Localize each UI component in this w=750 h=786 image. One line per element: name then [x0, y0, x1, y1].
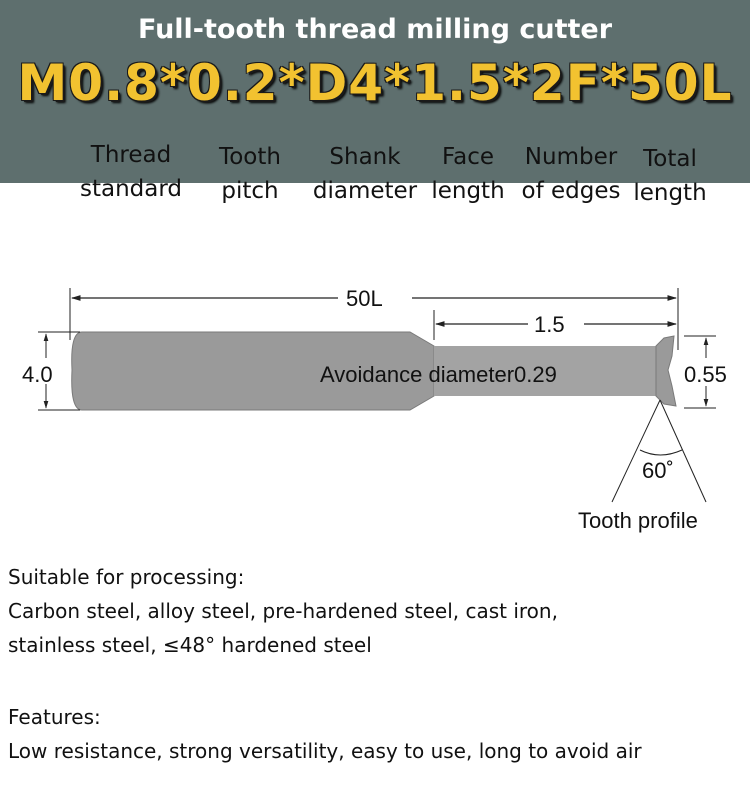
features-line: Low resistance, strong versatility, easy to use, long to avoid air [8, 739, 642, 763]
tooth-angle-line [660, 400, 706, 502]
total-length-label: 50L [346, 286, 383, 311]
tooth-angle-line [612, 400, 660, 502]
legend-label: pitch [221, 178, 279, 204]
legend-label: of edges [521, 178, 621, 204]
legend-label: Total [643, 146, 697, 172]
legend-label: Tooth [219, 144, 281, 170]
legend-thread-standard [72, 138, 190, 206]
tooth-profile-label: Tooth profile [578, 508, 698, 533]
cutter-head [656, 336, 676, 406]
legend-tooth-pitch [205, 140, 295, 208]
product-title: Full-tooth thread milling cutter [137, 14, 613, 45]
legend-label: standard [79, 176, 183, 202]
legend-number-of-edges [514, 140, 628, 208]
features-section [8, 700, 642, 768]
legend-label: Number [524, 144, 618, 170]
legend-shank-diameter [306, 140, 424, 208]
tooth-angle-arc [640, 450, 682, 455]
legend-label: Thread [90, 142, 172, 168]
shank-diameter-label: 4.0 [22, 362, 53, 387]
legend-label: Face [441, 144, 494, 170]
legend-face-length [426, 140, 510, 208]
legend-total-length [628, 142, 712, 210]
features-heading: Features: [8, 705, 101, 729]
suitable-line: stainless steel, ≤48° hardened steel [8, 633, 372, 657]
legend-label: Shank [329, 144, 401, 170]
suitable-section [8, 560, 558, 662]
suitable-heading: Suitable for processing: [8, 565, 245, 589]
tooth-height-label: 0.55 [684, 362, 727, 387]
legend-label: length [633, 180, 707, 206]
product-spec: M0.8*0.2*D4*1.5*2F*50L [17, 54, 733, 112]
legend-label: length [431, 178, 505, 204]
face-length-label: 1.5 [534, 312, 565, 337]
avoidance-diameter-label: Avoidance diameter0.29 [320, 362, 557, 387]
suitable-line: Carbon steel, alloy steel, pre-hardened steel, cast iron, [8, 599, 558, 623]
legend-label: diameter [312, 178, 418, 204]
tooth-angle-label: 60˚ [642, 458, 674, 483]
